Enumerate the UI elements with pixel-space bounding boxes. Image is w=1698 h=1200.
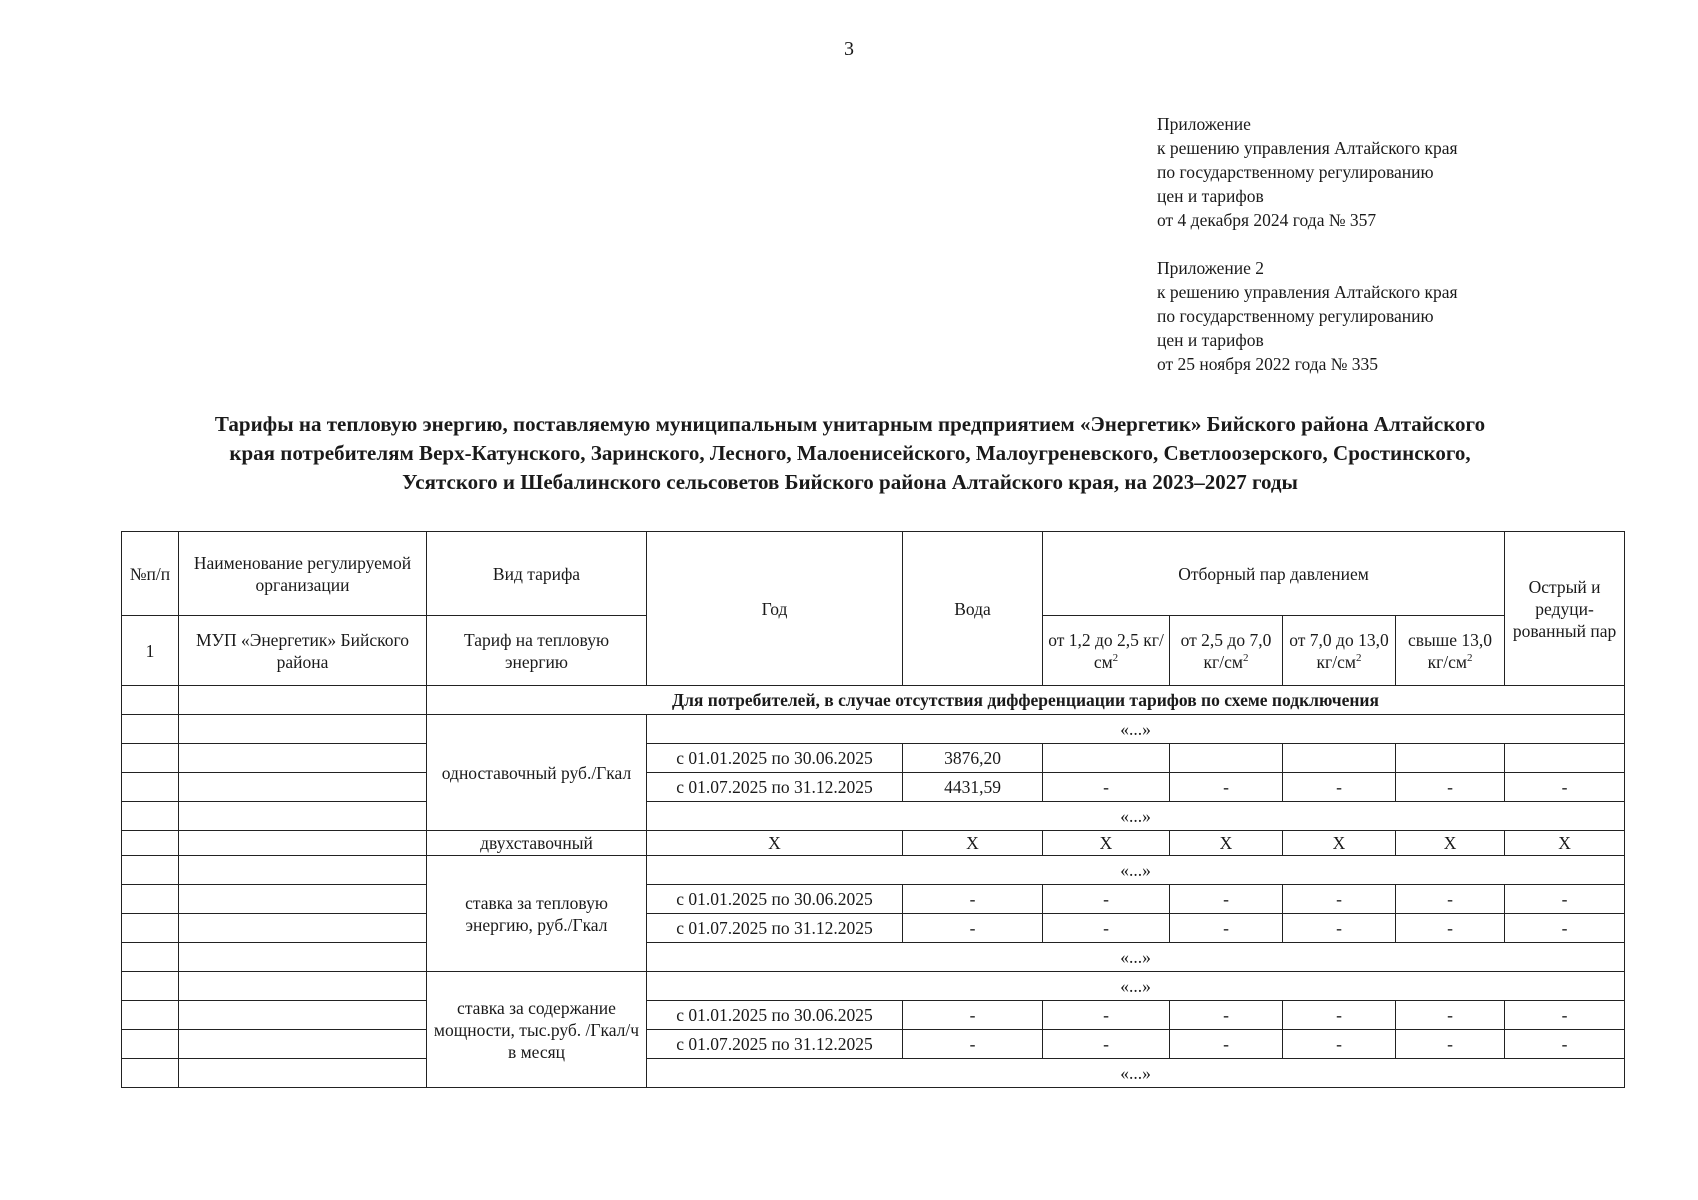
value-cell: -	[1505, 773, 1625, 802]
capacity-rate-label: ставка за содержание мощности, тыс.руб. /Гкал/ч в месяц	[427, 972, 647, 1088]
header-sharp-steam: Острый и редуци-рованный пар	[1505, 532, 1625, 686]
title-line: Тарифы на тепловую энергию, поставляемую муниципальным унитарным предприятием «Энергетик» Бийского района Алтайского	[214, 412, 1486, 436]
first-row-org: МУП «Энергетик» Бийского района	[179, 616, 427, 686]
header-org: Наименование регулируемой организации	[179, 532, 427, 616]
value-cell: -	[1170, 773, 1283, 802]
appendix-line: Приложение	[1157, 114, 1251, 134]
ellipsis: «...»	[647, 802, 1625, 831]
value-cell: X	[1170, 831, 1283, 856]
value-cell	[1505, 744, 1625, 773]
appendix-line: по государственному регулированию	[1157, 306, 1434, 326]
value-cell: -	[1170, 914, 1283, 943]
value-cell: X	[1505, 831, 1625, 856]
water-cell: -	[903, 914, 1043, 943]
table-row	[122, 1030, 1625, 1059]
value-cell: X	[1283, 831, 1396, 856]
table-row	[122, 885, 1625, 914]
header-year: Год	[647, 532, 903, 686]
period-cell: с 01.07.2025 по 31.12.2025	[647, 914, 903, 943]
header-steam: Отборный пар давлением	[1043, 532, 1505, 616]
header-num: №п/п	[122, 532, 179, 616]
water-cell: -	[903, 885, 1043, 914]
document-title	[80, 410, 1620, 497]
ellipsis: «...»	[647, 856, 1625, 885]
section-title: Для потребителей, в случае отсутствия дифференциации тарифов по схеме подключения	[427, 686, 1625, 715]
appendix-2-block	[1157, 256, 1458, 376]
table-row	[122, 744, 1625, 773]
ellipsis: «...»	[647, 715, 1625, 744]
value-cell: -	[1043, 1001, 1170, 1030]
value-cell: -	[1043, 773, 1170, 802]
value-cell: -	[1283, 773, 1396, 802]
appendix-line: от 25 ноября 2022 года № 335	[1157, 354, 1379, 374]
appendix-line: к решению управления Алтайского края	[1157, 138, 1458, 158]
appendix-line: к решению управления Алтайского края	[1157, 282, 1458, 302]
value-cell: -	[1396, 773, 1505, 802]
table-row	[122, 802, 1625, 831]
single-rate-label: одноставочный руб./Гкал	[427, 715, 647, 831]
header-steam-1: от 1,2 до 2,5 $кг/см^2$	[1043, 616, 1170, 686]
value-cell: X	[647, 831, 903, 856]
appendix-line: от 4 декабря 2024 года № 357	[1157, 210, 1377, 230]
table-row	[122, 1059, 1625, 1088]
header-tariff-type: Вид тарифа	[427, 532, 647, 616]
table-row	[122, 914, 1625, 943]
water-cell: -	[903, 1030, 1043, 1059]
value-cell: -	[1505, 914, 1625, 943]
value-cell: -	[1505, 885, 1625, 914]
title-line: края потребителям Верх-Катунского, Заринского, Лесного, Малоенисейского, Малоугреневского, Светлоозерского, Сростинского,	[229, 441, 1471, 465]
value-cell: -	[1170, 1030, 1283, 1059]
value-cell	[1396, 744, 1505, 773]
water-cell: 3876,20	[903, 744, 1043, 773]
two-rate-label: двухставочный	[427, 831, 647, 856]
table-row	[122, 831, 1625, 856]
appendix-1-block	[1157, 112, 1458, 232]
appendix-line: Приложение 2	[1157, 258, 1265, 278]
value-cell: -	[1283, 885, 1396, 914]
header-water: Вода	[903, 532, 1043, 686]
header-steam-3: от 7,0 до 13,0 $кг/см^2$	[1283, 616, 1396, 686]
value-cell: X	[903, 831, 1043, 856]
appendix-line: цен и тарифов	[1157, 186, 1264, 206]
ellipsis: «...»	[647, 943, 1625, 972]
header-row	[122, 532, 1625, 616]
header-steam-2: от 2,5 до 7,0 $кг/см^2$	[1170, 616, 1283, 686]
appendix-line: по государственному регулированию	[1157, 162, 1434, 182]
table-row	[122, 715, 1625, 744]
value-cell: -	[1396, 1001, 1505, 1030]
value-cell	[1043, 744, 1170, 773]
value-cell: -	[1043, 914, 1170, 943]
value-cell: -	[1043, 1030, 1170, 1059]
section-row	[122, 686, 1625, 715]
ellipsis: «...»	[647, 972, 1625, 1001]
value-cell: -	[1283, 1001, 1396, 1030]
value-cell: -	[1043, 885, 1170, 914]
value-cell: -	[1396, 1030, 1505, 1059]
value-cell: -	[1396, 914, 1505, 943]
value-cell: -	[1283, 1030, 1396, 1059]
water-cell: 4431,59	[903, 773, 1043, 802]
table-row	[122, 943, 1625, 972]
value-cell: -	[1396, 885, 1505, 914]
first-row-tariff: Тариф на тепловую энергию	[427, 616, 647, 686]
table-row	[122, 1001, 1625, 1030]
value-cell: -	[1170, 1001, 1283, 1030]
first-row-num: 1	[122, 616, 179, 686]
value-cell: -	[1283, 914, 1396, 943]
table-row	[122, 856, 1625, 885]
value-cell: X	[1396, 831, 1505, 856]
value-cell: -	[1505, 1001, 1625, 1030]
period-cell: с 01.01.2025 по 30.06.2025	[647, 885, 903, 914]
period-cell: с 01.01.2025 по 30.06.2025	[647, 744, 903, 773]
period-cell: с 01.01.2025 по 30.06.2025	[647, 1001, 903, 1030]
value-cell: -	[1170, 885, 1283, 914]
appendix-line: цен и тарифов	[1157, 330, 1264, 350]
energy-rate-label: ставка за тепловую энергию, руб./Гкал	[427, 856, 647, 972]
table-row	[122, 773, 1625, 802]
value-cell	[1170, 744, 1283, 773]
water-cell: -	[903, 1001, 1043, 1030]
title-line: Усятского и Шебалинского сельсоветов Бийского района Алтайского края, на 2023–2027 годы	[402, 470, 1298, 494]
page-number: 3	[844, 38, 854, 60]
period-cell: с 01.07.2025 по 31.12.2025	[647, 773, 903, 802]
ellipsis: «...»	[647, 1059, 1625, 1088]
value-cell: -	[1505, 1030, 1625, 1059]
header-steam-4: свыше 13,0 $кг/см^2$	[1396, 616, 1505, 686]
value-cell	[1283, 744, 1396, 773]
tariff-table	[121, 531, 1625, 1088]
value-cell: X	[1043, 831, 1170, 856]
table-row	[122, 972, 1625, 1001]
period-cell: с 01.07.2025 по 31.12.2025	[647, 1030, 903, 1059]
